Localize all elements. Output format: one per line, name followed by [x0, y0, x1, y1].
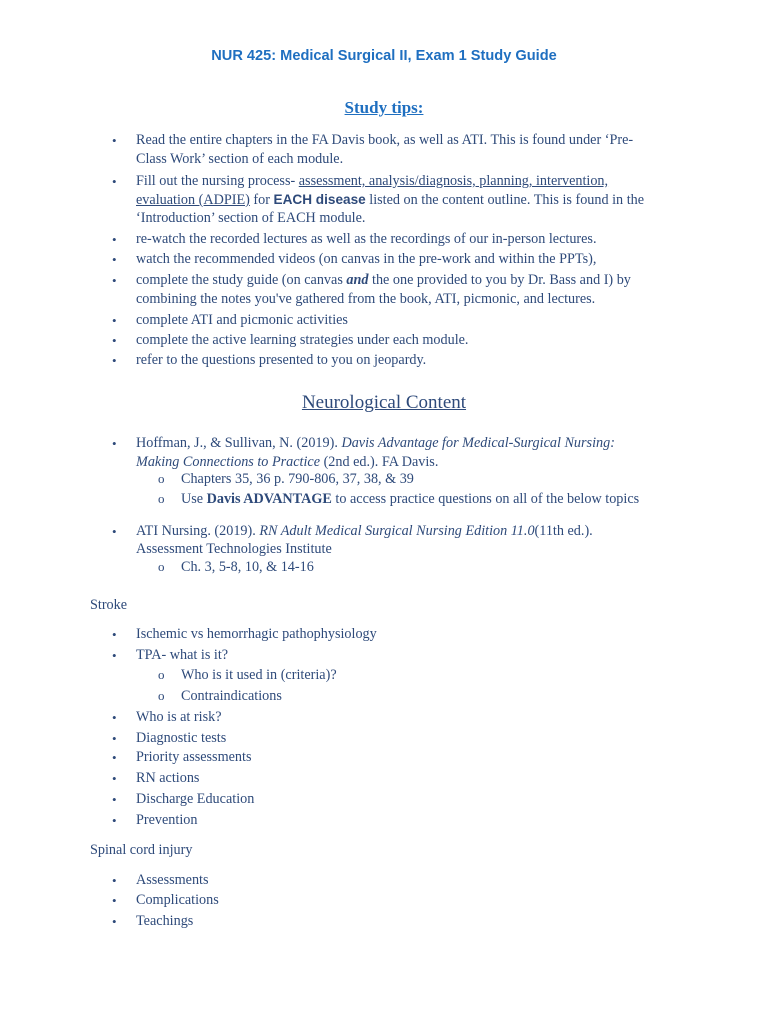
- tip-8: refer to the questions presented to you on jeopardy.: [136, 352, 427, 368]
- sub-bullet-icon: o: [158, 559, 165, 574]
- bullet-icon: •: [112, 914, 117, 929]
- bullet-icon: •: [112, 133, 117, 148]
- sci-item: Teachings: [136, 913, 194, 929]
- tip-5-line-1: [136, 271, 631, 290]
- sub-bullet-icon: o: [158, 667, 165, 682]
- adpie-underlined-text: assessment, analysis/diagnosis, planning, intervention,: [298, 173, 609, 189]
- sci-item: Complications: [136, 892, 219, 908]
- bullet-icon: •: [112, 771, 117, 786]
- reference-1-title: Davis Advantage for Medical-Surgical Nursing:: [341, 435, 615, 451]
- reference-1-text: (2nd ed.). FA Davis.: [320, 454, 439, 470]
- tip-1-line-2: Class Work’ section of each module.: [136, 151, 344, 167]
- bullet-icon: •: [112, 273, 117, 288]
- reference-1-line-1: [136, 434, 615, 453]
- tpa-sub-item: Contraindications: [181, 688, 282, 704]
- tip-2-line-1: [136, 172, 608, 191]
- tip-2-text: Fill out the nursing process-: [136, 173, 299, 189]
- tpa-sub-item: Who is it used in (criteria)?: [181, 667, 337, 683]
- practice-text: to access practice questions on all of the below topics: [331, 491, 640, 507]
- reference-2-line-1: [136, 522, 593, 541]
- spinal-cord-injury-label: Spinal cord injury: [90, 842, 193, 858]
- reference-1-title: Making Connections to Practice: [136, 454, 321, 470]
- and-bold-italic: and: [346, 272, 369, 288]
- tip-1-line-1: Read the entire chapters in the FA Davis book, as well as ATI. This is found under ‘Pre-: [136, 132, 634, 148]
- page-title: NUR 425: Medical Surgical II, Exam 1 Study Guide: [211, 48, 557, 64]
- bullet-icon: •: [112, 648, 117, 663]
- bullet-icon: •: [112, 353, 117, 368]
- practice-text: Use: [181, 491, 207, 507]
- neurological-content-heading: Neurological Content: [301, 392, 467, 413]
- stroke-label: Stroke: [90, 597, 128, 613]
- tip-5-text: complete the study guide (on canvas: [136, 272, 347, 288]
- sub-bullet-icon: o: [158, 491, 165, 506]
- tip-5-line-2: combining the notes you've gathered from the book, ATI, picmonic, and lectures.: [136, 291, 596, 307]
- sci-item: Assessments: [136, 872, 209, 888]
- stroke-item: Who is at risk?: [136, 709, 222, 725]
- bullet-icon: •: [112, 710, 117, 725]
- tip-3: re-watch the recorded lectures as well as the recordings of our in-person lectures.: [136, 231, 597, 247]
- bullet-icon: •: [112, 524, 117, 539]
- stroke-item: RN actions: [136, 770, 200, 786]
- bullet-icon: •: [112, 893, 117, 908]
- bullet-icon: •: [112, 627, 117, 642]
- bullet-icon: •: [112, 333, 117, 348]
- bullet-icon: •: [112, 252, 117, 267]
- sub-bullet-icon: o: [158, 471, 165, 486]
- davis-advantage-bold: Davis ADVANTAGE: [206, 491, 332, 507]
- reference-2-chapters: Ch. 3, 5-8, 10, & 14-16: [181, 559, 314, 575]
- reference-2-text: ATI Nursing. (2019).: [136, 523, 260, 539]
- tip-2-line-3: ‘Introduction’ section of EACH module.: [136, 210, 366, 226]
- bullet-icon: •: [112, 232, 117, 247]
- reference-1-chapters: Chapters 35, 36 p. 790-806, 37, 38, & 39: [181, 471, 414, 487]
- reference-2-text: (11th ed.).: [534, 523, 593, 539]
- tip-6: complete ATI and picmonic activities: [136, 312, 348, 328]
- reference-1-practice: [181, 490, 639, 509]
- each-disease-bold: EACH disease: [273, 192, 366, 207]
- bullet-icon: •: [112, 873, 117, 888]
- bullet-icon: •: [112, 792, 117, 807]
- bullet-icon: •: [112, 436, 117, 451]
- reference-2-line-2: Assessment Technologies Institute: [136, 541, 332, 557]
- stroke-item: Ischemic vs hemorrhagic pathophysiology: [136, 626, 377, 642]
- bullet-icon: •: [112, 813, 117, 828]
- tip-4: watch the recommended videos (on canvas in the pre-work and within the PPTs),: [136, 251, 597, 267]
- stroke-item: Priority assessments: [136, 749, 252, 765]
- adpie-underlined-text: evaluation (ADPIE): [136, 192, 250, 208]
- tip-2-line-2: [136, 190, 644, 210]
- bullet-icon: •: [112, 731, 117, 746]
- study-tips-heading: Study tips:: [344, 98, 424, 117]
- reference-1-text: Hoffman, J., & Sullivan, N. (2019).: [136, 435, 342, 451]
- stroke-item: Prevention: [136, 812, 198, 828]
- bullet-icon: •: [112, 750, 117, 765]
- stroke-item: TPA- what is it?: [136, 647, 229, 663]
- stroke-item: Diagnostic tests: [136, 730, 227, 746]
- tip-7: complete the active learning strategies under each module.: [136, 332, 469, 348]
- sub-bullet-icon: o: [158, 688, 165, 703]
- tip-2-text: listed on the content outline. This is found in the: [365, 192, 645, 208]
- tip-2-text: for: [249, 192, 274, 208]
- reference-2-title: RN Adult Medical Surgical Nursing Edition 11.0: [259, 523, 535, 539]
- stroke-item: Discharge Education: [136, 791, 255, 807]
- bullet-icon: •: [112, 174, 117, 189]
- tip-5-text: the one provided to you by Dr. Bass and I) by: [368, 272, 631, 288]
- bullet-icon: •: [112, 313, 117, 328]
